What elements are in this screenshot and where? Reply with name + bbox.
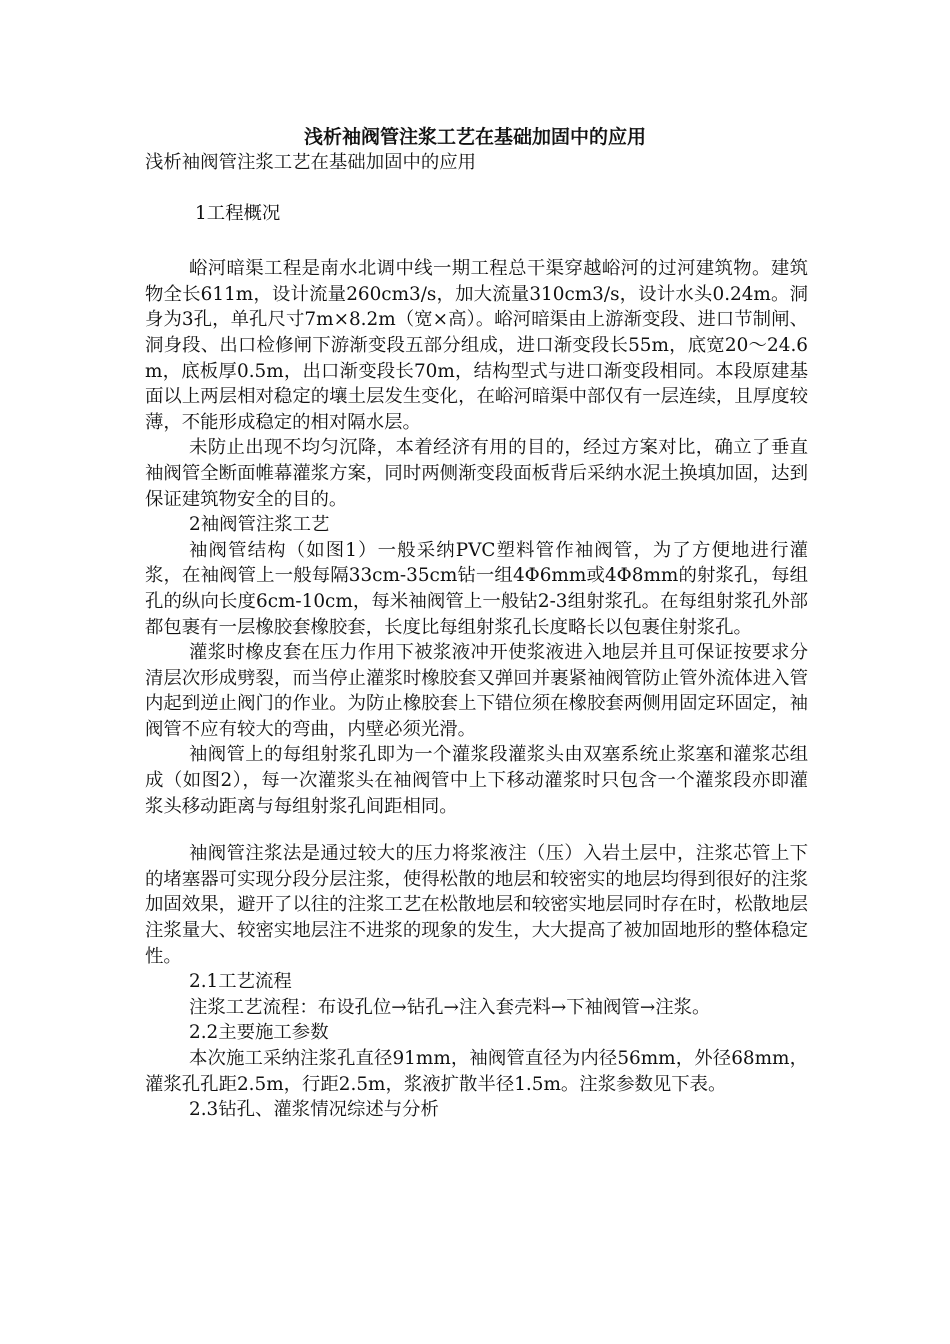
section-heading-1: 1工程概况 — [195, 202, 281, 224]
section-heading-2-2: 2.2主要施工参数 — [189, 1022, 329, 1044]
paragraph-grouting-head: 袖阀管上的每组射浆孔即为一个灌浆段灌浆头由双塞系统止浆塞和灌浆芯组成（如图2），每一次灌浆头在袖阀管中上下移动灌浆时只包含一个灌浆段亦即灌浆头移动距离与每组射浆孔间距相同。 — [145, 744, 808, 817]
paragraph-parameters: 本次施工采纳注浆孔直径91mm，袖阀管直径为内径56mm，外径68mm，灌浆孔孔距2.5m，行距2.5m，浆液扩散半径1.5m。注浆参数见下表。 — [145, 1048, 808, 1095]
paragraph-project-overview: 峪河暗渠工程是南水北调中线一期工程总干渠穿越峪河的过河建筑物。建筑物全长611m，设计流量260cm3/s，加大流量310cm3/s，设计水头0.24m。洞身为3孔，单孔尺寸7m×8.2m（宽×高）。峪河暗渠由上游渐变段、进口节制闸、洞身段、出口检修闸下游渐变段五部分组成，进口渐变段长55m，底宽20～24.6m，底板厚0.5m，出口渐变段长70m，结构型式与进口渐变段相同。本段原建基面以上两层相对稳定的壤土层发生变化，在峪河暗渠中部仅有一层连续，且厚度较薄，不能形成稳定的相对隔水层。 — [145, 258, 808, 433]
paragraph-process-flow: 注浆工艺流程：布设孔位→钻孔→注入套壳料→下袖阀管→注浆。 — [189, 996, 711, 1018]
section-heading-2-3: 2.3钻孔、灌浆情况综述与分析 — [189, 1099, 439, 1121]
section-heading-2: 2袖阀管注浆工艺 — [189, 514, 330, 536]
paragraph-sleeve-structure: 袖阀管结构（如图1）一般采纳PVC塑料管作袖阀管，为了方便地进行灌浆，在袖阀管上一般每隔33cm-35cm钻一组4Φ6mm或4Φ8mm的射浆孔，每组孔的纵向长度6cm-10cm，每米袖阀管上一般钻2-3组射浆孔。在每组射浆孔外部都包裹有一层橡胶套橡胶套，长度比每组射浆孔长度略长以包裹住射浆孔。 — [145, 539, 808, 638]
spacer — [145, 819, 808, 841]
document-body — [145, 150, 808, 1123]
paragraph-rubber-sleeve: 灌浆时橡皮套在压力作用下被浆液冲开使浆液进入地层并且可保证按要求分清层次形成劈裂，而当停止灌浆时橡胶套又弹回并裹紧袖阀管防止管外流体进入管内起到逆止阀门的作业。为防止橡胶套上下错位须在橡胶套两侧用固定环固定，袖阀管不应有较大的弯曲，内壁必须光滑。 — [145, 642, 808, 740]
paragraph-scheme: 未防止出现不均匀沉降，本着经济有用的目的，经过方案对比，确立了垂直袖阀管全断面帷幕灌浆方案，同时两侧渐变段面板背后采纳水泥土换填加固，达到保证建筑物安全的目的。 — [145, 437, 808, 510]
spacer — [145, 226, 808, 256]
paragraph-grouting-method: 袖阀管注浆法是通过较大的压力将浆液注（压）入岩土层中，注浆芯管上下的堵塞器可实现分段分层注浆，使得松散的地层和较密实的地层均得到很好的注浆加固效果，避开了以往的注浆工艺在松散地层和较密实地层同时存在时，松散地层注浆量大、较密实地层注不进浆的现象的发生，大大提高了被加固地形的整体稳定性。 — [145, 843, 808, 967]
document-title: 浅析袖阀管注浆工艺在基础加固中的应用 — [303, 126, 646, 148]
document-subtitle: 浅析袖阀管注浆工艺在基础加固中的应用 — [145, 152, 477, 173]
spacer — [145, 176, 808, 201]
section-heading-2-1: 2.1工艺流程 — [189, 971, 292, 993]
